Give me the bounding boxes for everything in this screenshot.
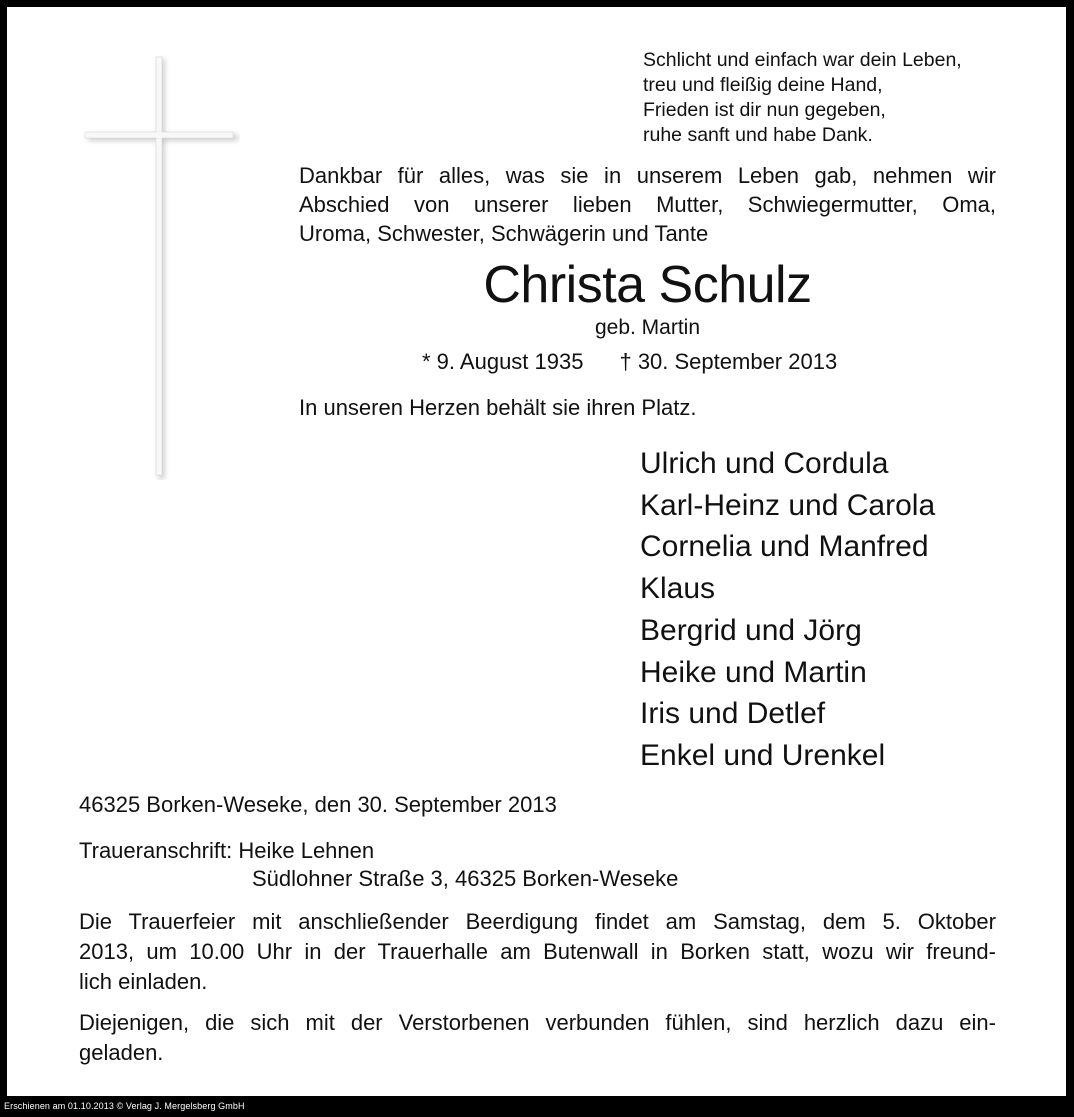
- deceased-name: Christa Schulz: [483, 256, 812, 314]
- intro-line: Abschied von unserer lieben Mutter, Schwiegermutter, Oma,: [299, 192, 996, 217]
- mourners-list: [640, 443, 935, 777]
- mourner-entry: Karl-Heinz und Carola: [640, 488, 936, 522]
- address-name: Traueranschrift: Heike Lehnen: [79, 838, 375, 863]
- verse-line: Schlicht und einfach war dein Leben,: [643, 49, 962, 71]
- funeral-line: lich einladen.: [79, 969, 208, 994]
- birth-date: * 9. August 1935: [422, 349, 584, 374]
- verse-line: ruhe sanft und habe Dank.: [643, 124, 873, 146]
- mourner-entry: Cornelia und Manfred: [640, 530, 929, 564]
- invitation-line: Diejenigen, die sich mit der Verstorbenen verbunden fühlen, sind herzlich dazu ein-: [79, 1010, 996, 1035]
- mourner-entry: Bergrid und Jörg: [640, 613, 862, 647]
- funeral-details: [79, 907, 996, 997]
- publication-note: Erschienen am 01.10.2013 © Verlag J. Mergelsberg GmbH: [4, 1101, 245, 1111]
- verse: [643, 48, 962, 148]
- life-dates: [422, 348, 837, 376]
- maiden-name: geb. Martin: [594, 316, 701, 339]
- invitation-line: geladen.: [79, 1040, 164, 1065]
- funeral-line: 2013, um 10.00 Uhr in der Trauerhalle am Butenwall in Borken statt, wozu wir freund-: [79, 939, 996, 964]
- mourner-entry: Heike und Martin: [640, 655, 867, 689]
- intro-line: Dankbar für alles, was sie in unserem Leben gab, nehmen wir: [299, 163, 996, 188]
- mourner-entry: Ulrich und Cordula: [640, 447, 889, 480]
- intro-text: [299, 161, 996, 248]
- verse-line: treu und fleißig deine Hand,: [643, 74, 883, 96]
- mourner-entry: Enkel und Urenkel: [640, 738, 886, 772]
- place-and-date: 46325 Borken-Weseke, den 30. September 2013: [79, 792, 557, 817]
- verse-line: Frieden ist dir nun gegeben,: [643, 99, 886, 121]
- mourning-address: [79, 837, 678, 893]
- mourner-entry: Iris und Detlef: [640, 697, 826, 731]
- invitation-text: [79, 1008, 996, 1068]
- intro-line: Uroma, Schwester, Schwägerin und Tante: [299, 221, 709, 246]
- mourner-entry: Klaus: [640, 572, 716, 606]
- closing-line: In unseren Herzen behält sie ihren Platz.: [299, 395, 697, 420]
- address-street: Südlohner Straße 3, 46325 Borken-Weseke: [252, 866, 679, 891]
- cross-icon: [80, 55, 240, 480]
- death-date: † 30. September 2013: [619, 349, 838, 374]
- funeral-line: Die Trauerfeier mit anschließender Beerdigung findet am Samstag, dem 5. Oktober: [79, 909, 996, 934]
